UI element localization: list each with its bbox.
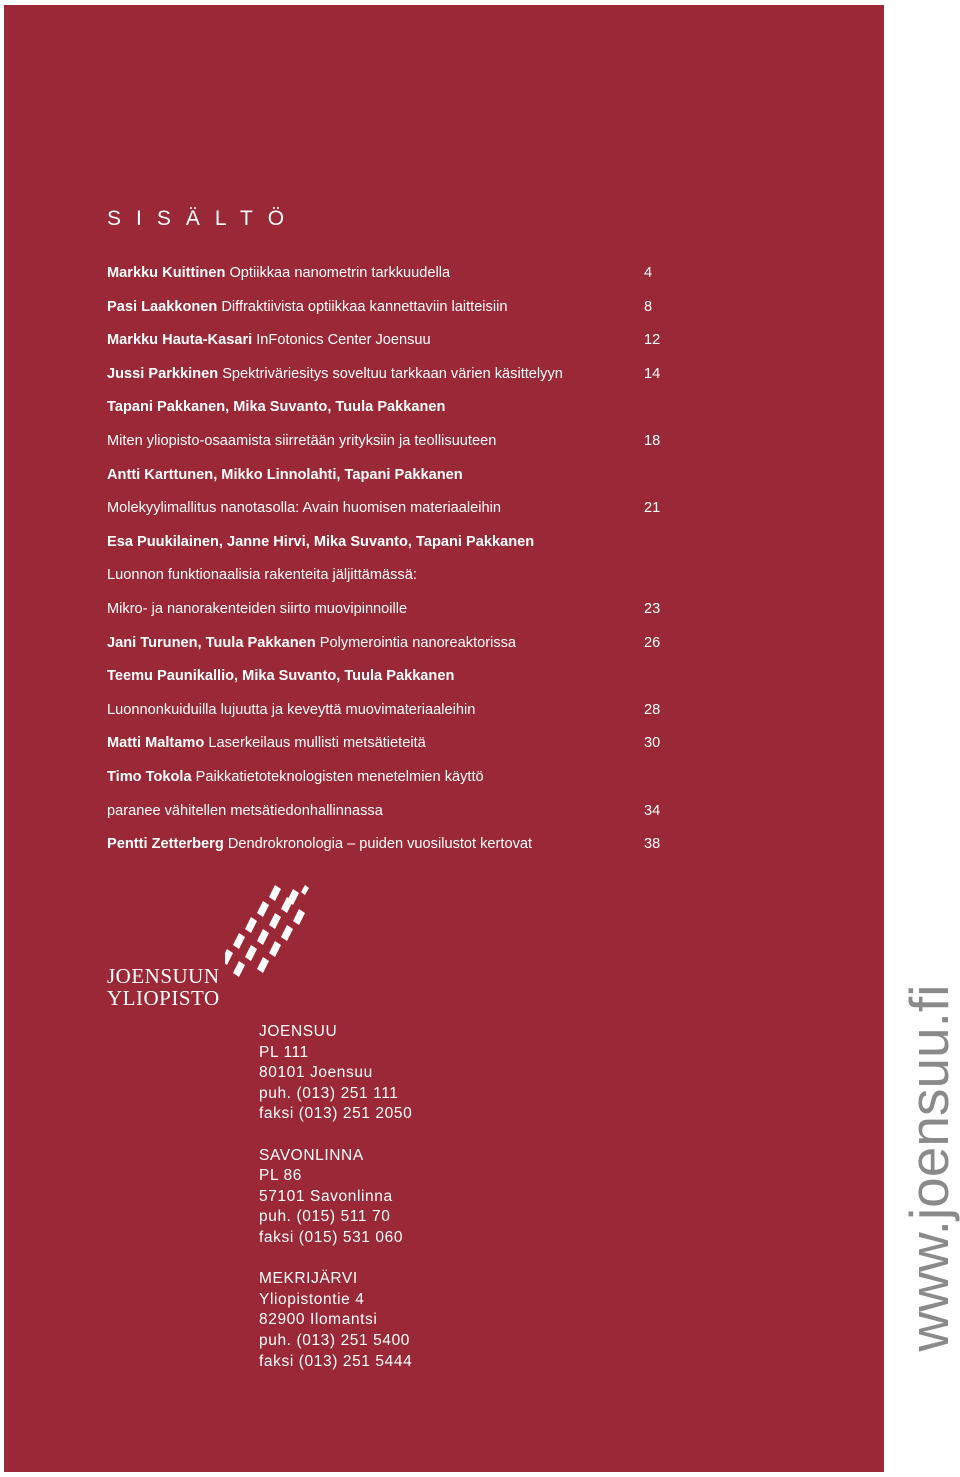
university-logo [107,885,312,1015]
toc-line [107,627,667,661]
toc-page-number: 26 [644,634,661,651]
logo-wordmark [107,965,220,1009]
toc-page-number: 23 [644,600,661,617]
toc-article-title: Mikro- ja nanorakenteiden siirto muovipinnoille [107,600,408,617]
address-block-joensuu [259,1022,412,1125]
toc-article-title: Diffraktiivista optiikkaa kannettaviin laitteisiin [221,298,508,315]
address-line: 82900 Ilomantsi [259,1311,378,1329]
toc-page-number: 38 [644,836,661,853]
toc-page-number: 12 [644,332,661,349]
toc-line [107,391,667,425]
toc-article-title: Paikkatietoteknologisten menetelmien käyttö [195,768,484,785]
toc-author: Esa Puukilainen, Janne Hirvi, Mika Suvanto, Tapani Pakkanen [107,533,535,550]
toc-article-title: Molekyylimallitus nanotasolla: Avain huomisen materiaaleihin [107,500,501,517]
address-line: puh. (013) 251 111 [259,1084,399,1102]
back-cover-panel [4,5,884,1472]
toc-line [107,828,667,862]
toc-line [107,660,667,694]
toc-line [107,257,667,291]
address-line: puh. (015) 511 70 [259,1208,391,1226]
toc-author: Teemu Paunikallio, Mika Suvanto, Tuula Pakkanen [107,668,455,685]
address-line: 80101 Joensuu [259,1064,373,1082]
toc-author: Pentti Zetterberg [107,836,224,853]
toc-author: Jani Turunen, Tuula Pakkanen [107,634,316,651]
address-line: MEKRIJÄRVI [259,1270,358,1288]
address-line: puh. (013) 251 5400 [259,1331,411,1349]
logo-line-1: JOENSUUN [107,964,220,988]
toc-article-title: Laserkeilaus mullisti metsätieteitä [208,735,426,752]
toc-page-number: 4 [644,265,653,281]
logo-mark-icon [225,885,309,981]
toc-page-number: 21 [644,500,661,517]
toc-author: Tapani Pakkanen, Mika Suvanto, Tuula Pakkanen [107,399,446,416]
toc-article-title: InFotonics Center Joensuu [256,332,431,349]
address-line: 57101 Savonlinna [259,1187,393,1205]
toc-article-title: Spektriväriesitys soveltuu tarkkaan värien käsittelyyn [222,365,563,382]
address-block-mekrijarvi [259,1269,412,1372]
address-line: Yliopistontie 4 [259,1290,365,1308]
table-of-contents [107,257,667,862]
toc-page-number: 18 [644,432,661,449]
address-line: faksi (013) 251 2050 [259,1105,413,1123]
toc-article-title: Miten yliopisto-osaamista siirretään yrityksiin ja teollisuuteen [107,432,497,449]
address-line: SAVONLINNA [259,1146,364,1164]
toc-line [107,459,667,493]
toc-page-number: 30 [644,735,661,752]
address-line: faksi (013) 251 5444 [259,1352,413,1370]
toc-line [107,694,667,728]
toc-article-title: paranee vähitellen metsätiedonhallinnassa [107,802,383,819]
contact-addresses [259,1022,412,1393]
toc-article-title: Polymerointia nanoreaktorissa [319,634,517,651]
toc-author: Antti Karttunen, Mikko Linnolahti, Tapani Pakkanen [107,466,463,483]
website-url: www.joensuu.fi [898,984,960,1352]
logo-line-2: YLIOPISTO [107,986,220,1010]
toc-article-title: Luonnon funktionaalisia rakenteita jäljittämässä: [107,567,417,584]
address-line: PL 111 [259,1043,309,1061]
toc-line [107,358,667,392]
toc-line [107,593,667,627]
toc-line [107,324,667,358]
toc-line [107,727,667,761]
toc-author: Markku Kuittinen [107,265,226,281]
toc-line [107,795,667,829]
toc-author: Timo Tokola [107,768,192,785]
toc-line [107,492,667,526]
toc-author: Jussi Parkkinen [107,365,219,382]
toc-line [107,425,667,459]
toc-author: Matti Maltamo [107,735,205,752]
toc-page-number: 14 [644,365,661,382]
toc-article-title: Optiikkaa nanometrin tarkkuudella [229,265,451,281]
address-line: JOENSUU [259,1023,338,1040]
address-line: faksi (015) 531 060 [259,1228,404,1246]
toc-page-number: 28 [644,701,661,718]
toc-line [107,559,667,593]
toc-author: Pasi Laakkonen [107,298,218,315]
toc-line [107,526,667,560]
toc-page-number: 8 [644,298,653,315]
toc-article-title: Dendrokronologia – puiden vuosilustot kertovat [227,836,533,853]
toc-title: SISÄLTÖ [107,207,300,230]
toc-page-number: 34 [644,802,661,819]
toc-article-title: Luonnonkuiduilla lujuutta ja keveyttä muovimateriaaleihin [107,701,476,718]
toc-line [107,291,667,325]
address-line: PL 86 [259,1167,302,1185]
toc-author: Markku Hauta-Kasari [107,332,253,349]
address-block-savonlinna [259,1146,412,1249]
toc-line [107,761,667,795]
